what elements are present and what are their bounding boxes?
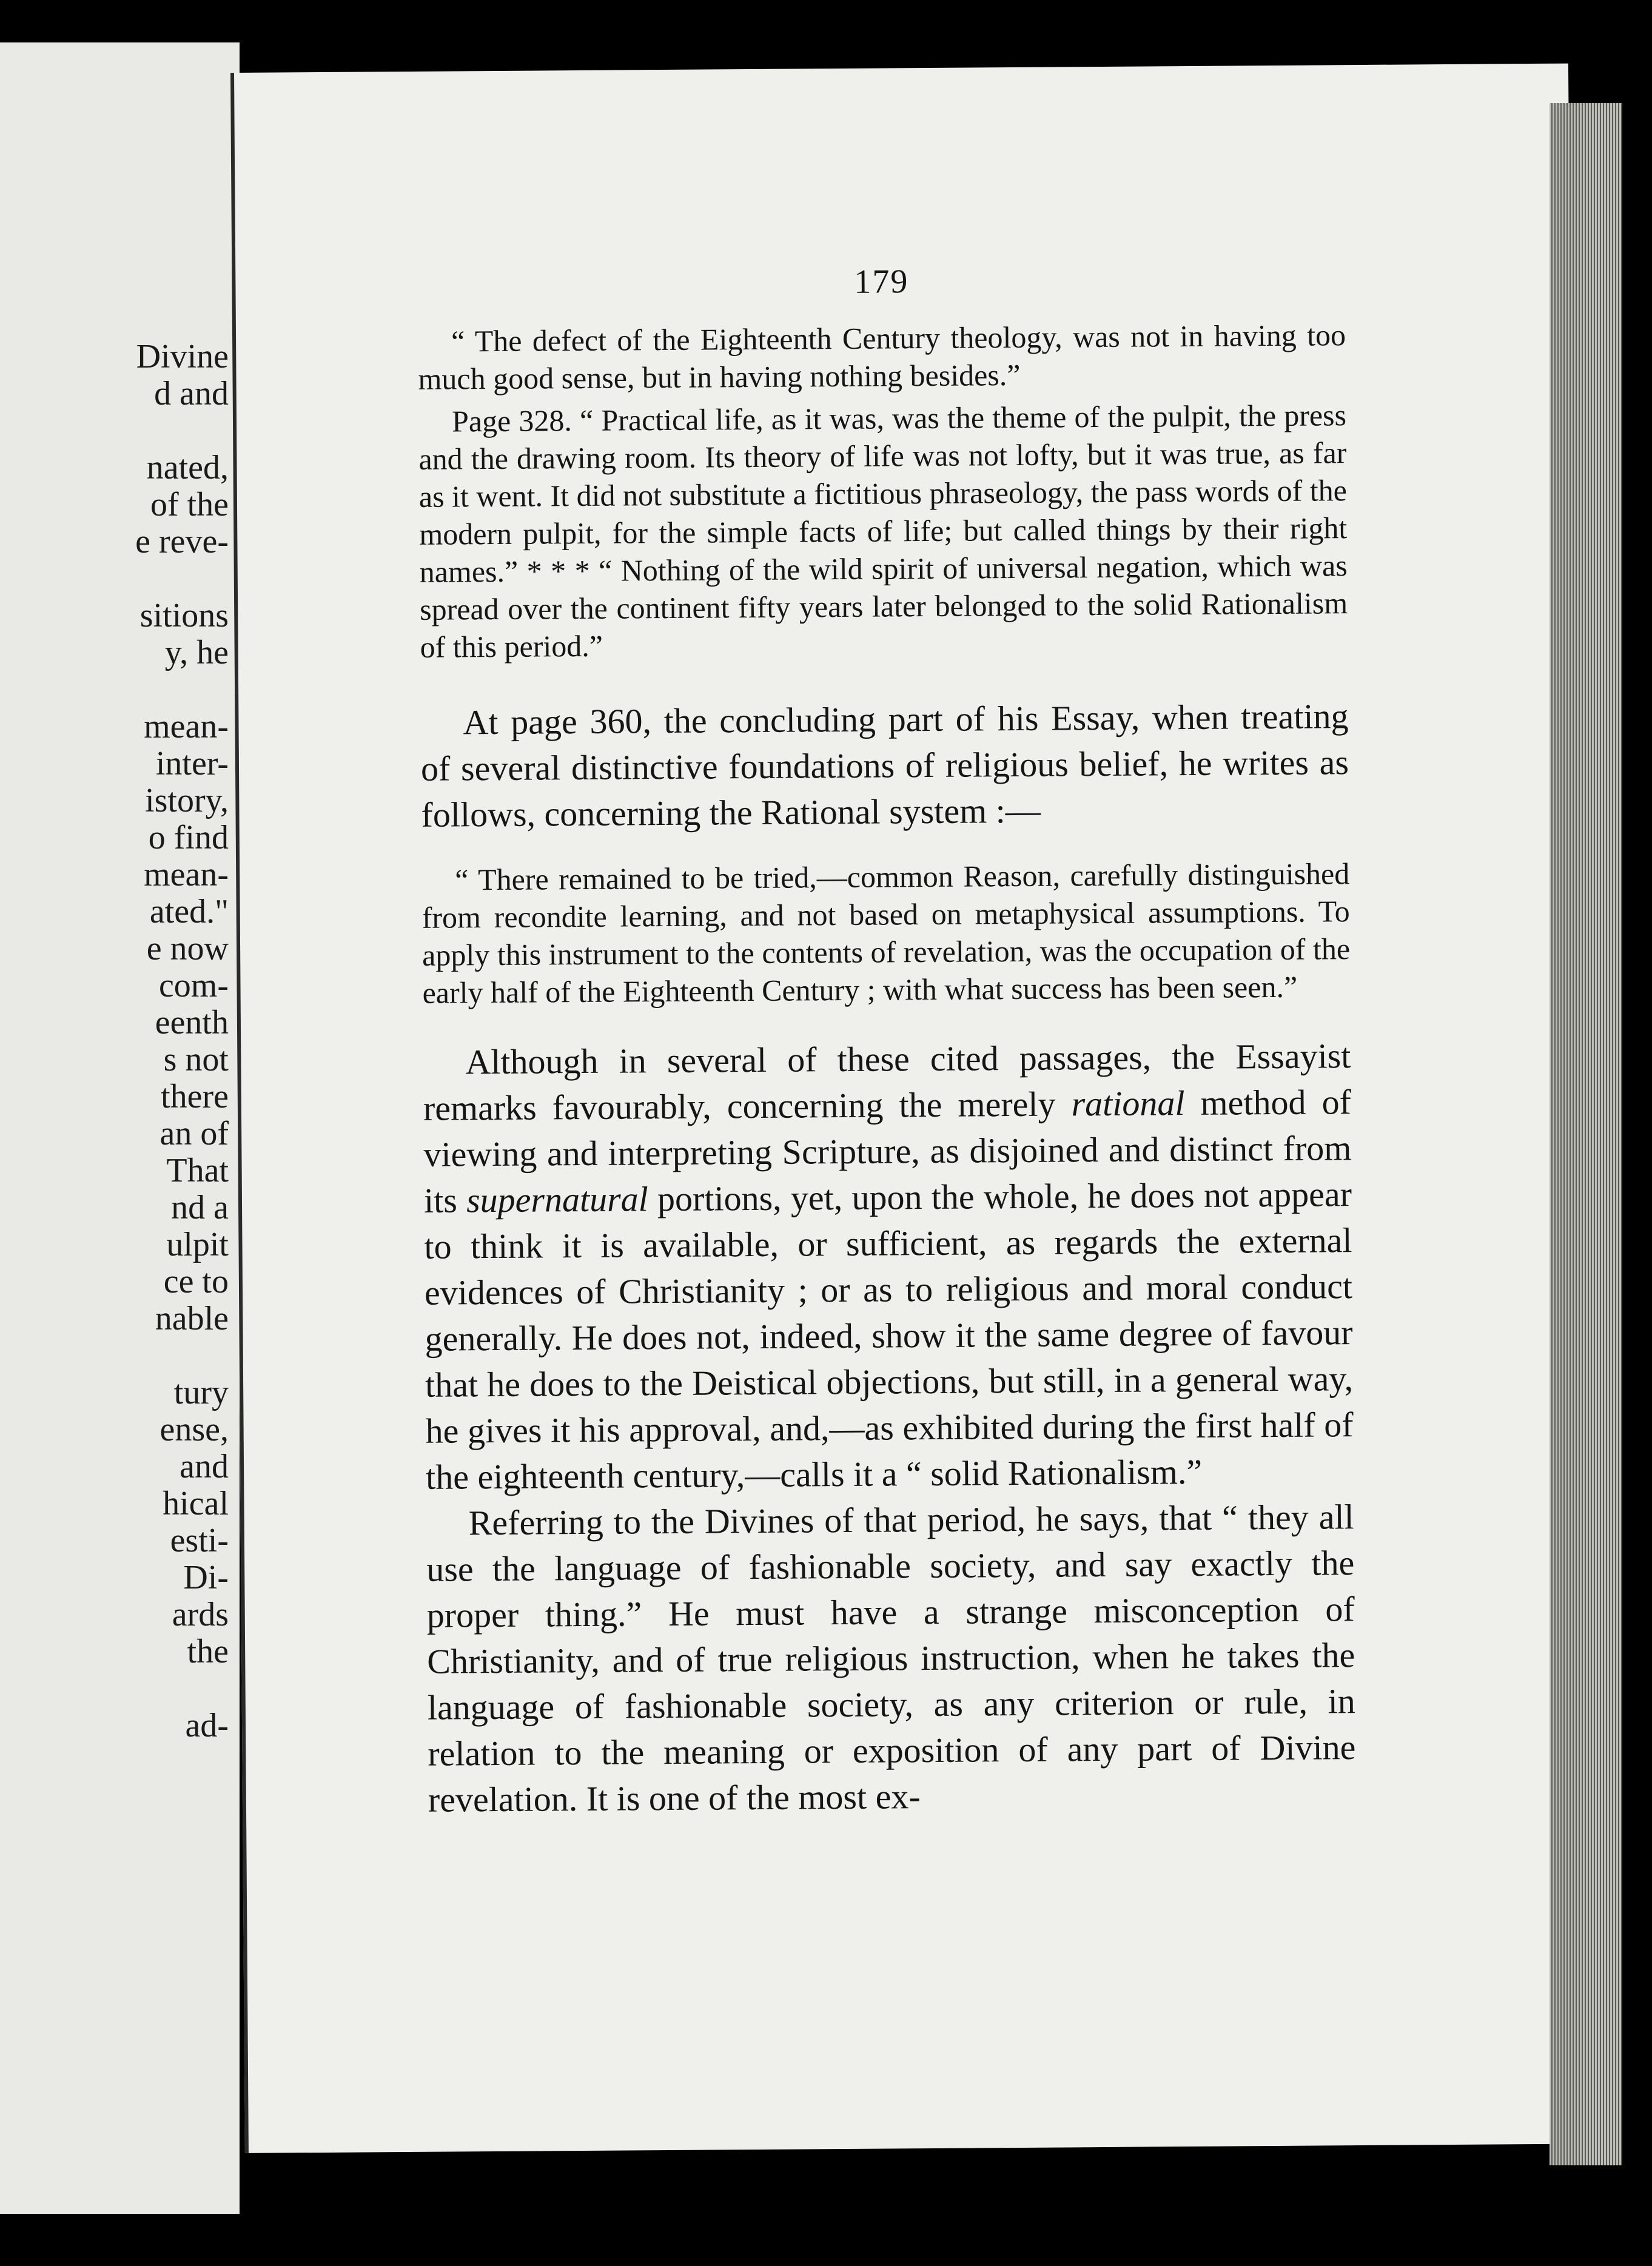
para-text: portions, yet, upon the whole, he does not appear to think it is available, or sufficient, as regards the external evidences of Christianity ; or as to religious and moral conduct generally. He does not, indeed, show it the same degree of favour that he does to the Deistical objections, but still, in a general way, he gives it his approval, and,—as exhibited during the first half of the eighteenth century,—calls it a “ solid Rationalism.” bbox=[424, 1174, 1354, 1497]
left-page-line: ards bbox=[172, 1596, 229, 1633]
emphasis-rational: rational bbox=[1071, 1083, 1185, 1124]
left-page-line: nable bbox=[155, 1300, 229, 1337]
emphasis-supernatural: supernatural bbox=[466, 1179, 648, 1220]
quote-eighteenth-century-theology: “ The defect of the Eighteenth Century theology, was not in having too much good sense, but in having nothing besides.” bbox=[418, 318, 1346, 396]
left-page-line: ce to bbox=[163, 1263, 229, 1300]
left-page-line: ulpit bbox=[166, 1226, 229, 1263]
para-text: method of viewing and interpreting Scripture, as disjoined and distinct from its bbox=[423, 1082, 1352, 1220]
left-page-line: ated." bbox=[149, 893, 229, 930]
left-page-line: mean- bbox=[144, 708, 229, 745]
paragraph-page-360: At page 360, the concluding part of his Essay, when treating of several distinctive foundations of religious belief, he writes as follows, concerning the Rational system :— bbox=[420, 696, 1349, 835]
page-number: 179 bbox=[854, 263, 909, 301]
left-page-line: That bbox=[166, 1152, 229, 1189]
left-page-line: e now bbox=[146, 930, 229, 967]
left-page-line: and bbox=[180, 1448, 229, 1485]
left-page-line: sitions bbox=[139, 597, 229, 634]
paragraph-essayist-remarks bbox=[423, 1033, 1354, 1501]
left-page-line: the bbox=[187, 1633, 229, 1670]
left-page-line: there bbox=[161, 1078, 229, 1115]
left-page-line: Di- bbox=[183, 1559, 229, 1596]
left-page-line: mean- bbox=[144, 856, 229, 893]
left-page-line: tury bbox=[173, 1374, 229, 1411]
left-page-line: nd a bbox=[171, 1189, 229, 1226]
left-page-line: eenth bbox=[155, 1004, 229, 1041]
left-page-line: ense, bbox=[159, 1411, 229, 1448]
left-page-line: s not bbox=[163, 1041, 229, 1078]
page-content bbox=[417, 259, 1356, 1823]
para-text: Although in several of these cited passages, the Essayist remarks favourably, concerning the merely bbox=[423, 1036, 1351, 1128]
left-page-line: d and bbox=[154, 375, 229, 412]
left-page-line: esti- bbox=[170, 1522, 229, 1559]
quote-page-328: Page 328. “ Practical life, as it was, was the theme of the pulpit, the press and the drawing room. Its theory of life was not lofty, but it was true, as far as it went. It did not substitute a fictitious phraseology, the pass words of the modern pulpit, for the simple facts of life; but called things by their right names.” * * * “ Nothing of the wild spirit of universal negation, which was spread over the continent fifty years later belonged to the solid Rationalism of this period.” bbox=[418, 398, 1348, 664]
left-page-line: o find bbox=[148, 819, 229, 856]
left-page-line: nated, bbox=[146, 449, 229, 486]
left-page-line: e reve- bbox=[135, 523, 229, 560]
left-page-line: an of bbox=[159, 1115, 229, 1152]
quote-common-reason: “ There remained to be tried,—common Reason, carefully distinguished from recondite learning, and not based on metaphysical assumptions. To apply this instrument to the contents of revelation, was the occupation of the early half of the Eighteenth Century ; with what success has been seen.” bbox=[421, 856, 1351, 1010]
left-page-line: istory, bbox=[145, 782, 229, 819]
left-page-line: y, he bbox=[164, 634, 229, 671]
left-page-line: inter- bbox=[155, 745, 229, 782]
left-page-line: of the bbox=[150, 486, 229, 523]
left-page-line: com- bbox=[158, 967, 229, 1004]
paragraph-divines-of-that-period: Referring to the Divines of that period, he says, that “ they all use the language of fashionable society, and say exactly the proper thing.” He must have a strange misconception of Christianity, and of true religious instruction, when he takes the language of fashionable society, as any criterion or rule, in relation to the meaning or exposition of any part of Divine revelation. It is one of the most ex- bbox=[426, 1497, 1356, 1820]
right-page bbox=[230, 64, 1583, 2153]
left-page-line: Divine bbox=[136, 338, 229, 375]
left-page-line: ad- bbox=[185, 1707, 229, 1744]
left-page-line: hical bbox=[163, 1485, 229, 1522]
page-edges bbox=[1550, 103, 1622, 2165]
left-facing-page bbox=[0, 42, 240, 2214]
